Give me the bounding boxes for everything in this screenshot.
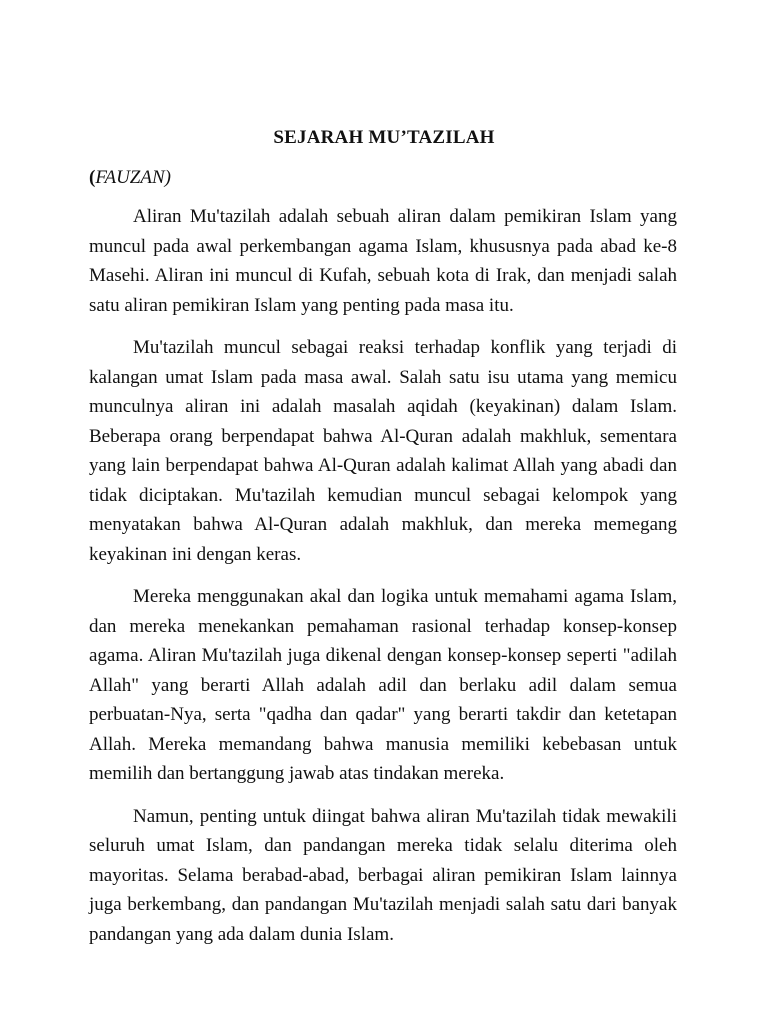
author-line [89,164,171,192]
paragraph-3: Mereka menggunakan akal dan logika untuk memahami agama Islam, dan mereka menekankan pemahaman rasional terhadap konsep-konsep agama. Aliran Mu'tazilah juga dikenal dengan konsep-konsep seperti "adilah Allah" yang berarti Allah adalah adil dan berlaku adil dalam semua perbuatan-Nya, serta "qadha dan qadar" yang berarti takdir dan ketetapan Allah. Mereka memandang bahwa manusia memiliki kebebasan untuk memilih dan bertanggung jawab atas tindakan mereka. [89,586,677,784]
paragraph-1: Aliran Mu'tazilah adalah sebuah aliran dalam pemikiran Islam yang muncul pada awal perkembangan agama Islam, khususnya pada abad ke-8 Masehi. Aliran ini muncul di Kufah, sebuah kota di Irak, dan menjadi salah satu aliran pemikiran Islam yang penting pada masa itu. [89,206,677,316]
author-open-paren: ( [89,167,96,188]
author-name: FAUZAN) [95,167,171,188]
paragraph-4: Namun, penting untuk diingat bahwa aliran Mu'tazilah tidak mewakili seluruh umat Islam, dan pandangan mereka tidak selalu diterima oleh mayoritas. Selama berabad-abad, berbagai aliran pemikiran Islam lainnya juga berkembang, dan pandangan Mu'tazilah menjadi salah satu dari banyak pandangan yang ada dalam dunia Islam. [89,805,677,945]
document-title: SEJARAH MU’TAZILAH [273,127,495,148]
document-body [89,202,677,962]
paragraph-2: Mu'tazilah muncul sebagai reaksi terhadap konflik yang terjadi di kalangan umat Islam pada masa awal. Salah satu isu utama yang memicu munculnya aliran ini adalah masalah aqidah (keyakinan) dalam Islam. Beberapa orang berpendapat bahwa Al-Quran adalah makhluk, sementara yang lain berpendapat bahwa Al-Quran adalah kalimat Allah yang abadi dan tidak diciptakan. Mu'tazilah kemudian muncul sebagai kelompok yang menyatakan bahwa Al-Quran adalah makhluk, dan mereka memegang keyakinan ini dengan keras. [89,337,677,565]
